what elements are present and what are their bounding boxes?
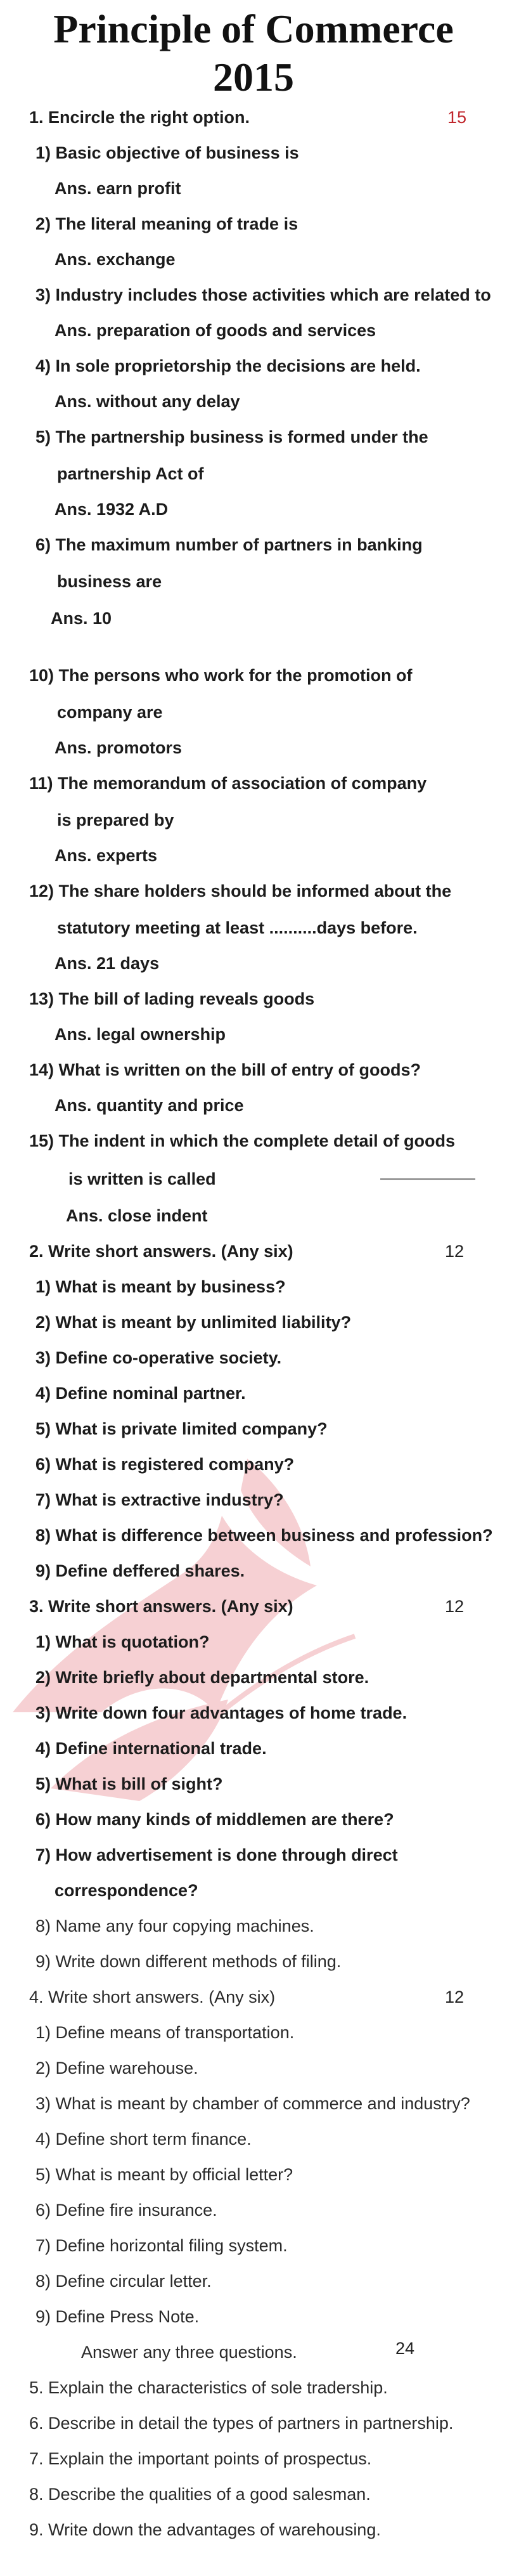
long-question-5: 5. Explain the characteristics of sole tradership. — [29, 2378, 388, 2397]
q3-item-3: 3) Write down four advantages of home trade. — [35, 1703, 408, 1722]
q1-item-1: 1) Basic objective of business is — [35, 143, 299, 162]
q4-item-1: 1) Define means of transportation. — [35, 2023, 295, 2042]
q1-answer-13: Ans. legal ownership — [55, 1025, 226, 1044]
q1-answer-11: Ans. experts — [55, 846, 158, 865]
q4-item-2: 2) Define warehouse. — [35, 2059, 198, 2078]
q1-answer-1: Ans. earn profit — [55, 179, 181, 198]
q4-item-4: 4) Define short term finance. — [35, 2130, 252, 2149]
q1-item-13: 13) The bill of lading reveals goods — [29, 989, 315, 1008]
q1-item-15-cont: is written is called — [68, 1169, 216, 1188]
q1-item-12: 12) The share holders should be informed about the — [29, 881, 452, 901]
q2-item-8: 8) What is difference between business and profession? — [35, 1526, 493, 1545]
long-question-7: 7. Explain the important points of prospectus. — [29, 2449, 372, 2468]
page-title: Principle of Commerce — [53, 6, 454, 51]
q1-item-10: 10) The persons who work for the promotion of — [29, 666, 413, 685]
q3-item-5: 5) What is bill of sight? — [35, 1774, 223, 1793]
q1-answer-3: Ans. preparation of goods and services — [55, 321, 376, 340]
q1-answer-12: Ans. 21 days — [55, 954, 160, 973]
q3-item-4: 4) Define international trade. — [35, 1739, 267, 1758]
q2-heading: 2. Write short answers. (Any six) — [29, 1242, 293, 1261]
q2-item-2: 2) What is meant by unlimited liability? — [35, 1313, 352, 1332]
page-year: 2015 — [213, 55, 294, 100]
q1-item-10-cont: company are — [57, 703, 163, 722]
q1-item-4: 4) In sole proprietorship the decisions are held. — [35, 356, 421, 375]
q1-answer-2: Ans. exchange — [55, 250, 176, 269]
long-question-8: 8. Describe the qualities of a good salesman. — [29, 2485, 371, 2504]
q1-answer-6: Ans. 10 — [51, 609, 112, 628]
q1-item-5: 5) The partnership business is formed under the — [35, 427, 428, 446]
q1-item-2: 2) The literal meaning of trade is — [35, 214, 298, 233]
q4-item-7: 7) Define horizontal filing system. — [35, 2236, 288, 2255]
q3-item-7: 7) How advertisement is done through direct — [35, 1845, 398, 1864]
q4-item-3: 3) What is meant by chamber of commerce and industry? — [35, 2094, 470, 2113]
q4-marks: 12 — [445, 1987, 465, 2007]
q3-item-8: 8) Name any four copying machines. — [35, 1916, 314, 1935]
q3-item-7-cont: correspondence? — [55, 1881, 198, 1900]
q1-item-6-cont: business are — [57, 572, 162, 591]
q1-item-11: 11) The memorandum of association of company — [29, 774, 427, 793]
q4-item-6: 6) Define fire insurance. — [35, 2201, 217, 2220]
q1-item-15: 15) The indent in which the complete detail of goods — [29, 1131, 456, 1150]
q2-item-7: 7) What is extractive industry? — [35, 1490, 284, 1509]
q1-answer-4: Ans. without any delay — [55, 392, 240, 411]
q2-item-5: 5) What is private limited company? — [35, 1419, 328, 1438]
q4-item-8: 8) Define circular letter. — [35, 2272, 212, 2291]
long-question-9: 9. Write down the advantages of warehousing. — [29, 2520, 381, 2539]
q2-item-1: 1) What is meant by business? — [35, 1277, 286, 1296]
q1-item-5-cont: partnership Act of — [57, 464, 204, 483]
q3-item-9: 9) Write down different methods of filing. — [35, 1952, 342, 1971]
q2-item-6: 6) What is registered company? — [35, 1455, 295, 1474]
q2-item-3: 3) Define co-operative society. — [35, 1348, 282, 1367]
q1-heading: 1. Encircle the right option. — [29, 108, 250, 127]
q1-answer-14: Ans. quantity and price — [55, 1096, 244, 1115]
q3-item-6: 6) How many kinds of middlemen are there? — [35, 1810, 394, 1829]
q2-marks: 12 — [445, 1242, 465, 1261]
ink-dash — [380, 1178, 475, 1180]
q1-marks: 15 — [447, 108, 467, 127]
q1-answer-5: Ans. 1932 A.D — [55, 500, 169, 519]
q4-item-9: 9) Define Press Note. — [35, 2307, 200, 2326]
q3-item-2: 2) Write briefly about departmental store. — [35, 1668, 369, 1687]
q4-heading: 4. Write short answers. (Any six) — [29, 1987, 276, 2007]
q1-answer-15: Ans. close indent — [66, 1206, 208, 1225]
q1-item-14: 14) What is written on the bill of entry of goods? — [29, 1060, 421, 1079]
long-instruction: Answer any three questions. — [81, 2343, 297, 2362]
q3-heading: 3. Write short answers. (Any six) — [29, 1597, 293, 1616]
long-question-6: 6. Describe in detail the types of partners in partnership. — [29, 2414, 454, 2433]
q1-item-12-cont: statutory meeting at least ..........days before. — [57, 918, 418, 937]
long-marks: 24 — [395, 2339, 415, 2358]
q2-item-9: 9) Define deffered shares. — [35, 1561, 245, 1580]
q1-item-11-cont: is prepared by — [57, 810, 174, 829]
q1-item-3: 3) Industry includes those activities which are related to — [35, 285, 491, 304]
q1-item-6: 6) The maximum number of partners in banking — [35, 535, 423, 554]
q3-marks: 12 — [445, 1597, 465, 1616]
q4-item-5: 5) What is meant by official letter? — [35, 2165, 293, 2184]
q3-item-1: 1) What is quotation? — [35, 1632, 210, 1651]
q2-item-4: 4) Define nominal partner. — [35, 1384, 246, 1403]
q1-answer-10: Ans. promotors — [55, 738, 183, 757]
